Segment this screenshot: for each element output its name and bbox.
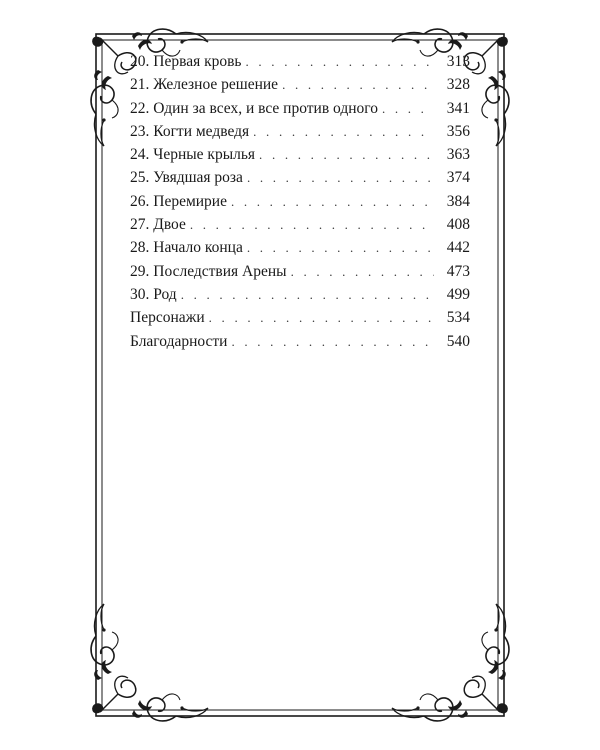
toc-entry-title: 20. Первая кровь: [130, 53, 242, 70]
flourish-corner-icon: [392, 604, 509, 721]
toc-entry-title: 21. Железное решение: [130, 76, 279, 94]
toc-entry[interactable]: [130, 50, 470, 73]
toc-entry-page: 534: [446, 309, 470, 327]
toc-entry[interactable]: [130, 306, 470, 329]
toc-entry[interactable]: [130, 73, 470, 96]
toc-entry-title: 25. Увядшая роза: [130, 169, 243, 187]
toc-leader-dots: [382, 97, 434, 120]
toc-entry-page: 313: [446, 53, 470, 70]
toc-leader-dots: [291, 260, 434, 283]
toc-entry-page: 374: [446, 169, 470, 187]
toc-leader-dots: [231, 330, 434, 353]
toc-entry-title: 28. Начало конца: [130, 239, 243, 257]
toc-leader-dots: [209, 306, 434, 329]
toc-entry-title: Персонажи: [130, 309, 205, 327]
toc-entry-title: 26. Перемирие: [130, 192, 227, 210]
toc-entry-page: 473: [446, 262, 470, 280]
toc-entry[interactable]: [130, 143, 470, 166]
toc-leader-dots: [231, 190, 434, 213]
toc-entry-title: 22. Один за всех, и все против одного: [130, 99, 378, 117]
toc-leader-dots: [247, 166, 434, 189]
toc-leader-dots: [246, 50, 435, 73]
flourish-corner-icon: [91, 604, 208, 721]
toc-entry-page: 540: [446, 332, 470, 350]
toc-entry-page: 384: [446, 192, 470, 210]
toc-entry-title: 24. Черные крылья: [130, 146, 256, 164]
toc-entry-page: 341: [446, 99, 470, 117]
toc-entry-page: 442: [446, 239, 470, 257]
toc-entry-title: Благодарности: [130, 332, 228, 350]
toc-entry-page: 408: [446, 216, 470, 234]
toc-leader-dots: [181, 283, 434, 306]
toc-leader-dots: [282, 73, 434, 96]
toc-entry[interactable]: [130, 260, 470, 283]
table-of-contents: [130, 50, 470, 353]
toc-entry-page: 363: [446, 146, 470, 164]
toc-entry[interactable]: [130, 283, 470, 306]
toc-entry-title: 30. Род: [130, 285, 177, 303]
toc-entry[interactable]: [130, 213, 470, 236]
toc-leader-dots: [253, 120, 434, 143]
toc-entry[interactable]: [130, 190, 470, 213]
toc-entry[interactable]: [130, 97, 470, 120]
toc-entry-page: 328: [446, 76, 470, 94]
toc-leader-dots: [190, 213, 434, 236]
toc-entry[interactable]: [130, 166, 470, 189]
toc-entry-title: 23. Когти медведя: [130, 122, 250, 140]
toc-leader-dots: [247, 236, 434, 259]
toc-entry-title: 27. Двое: [130, 216, 186, 234]
toc-entry-title: 29. Последствия Арены: [130, 262, 287, 280]
toc-entry[interactable]: [130, 236, 470, 259]
toc-entry-page: 356: [446, 122, 470, 140]
toc-entry[interactable]: [130, 120, 470, 143]
toc-leader-dots: [259, 143, 434, 166]
toc-entry[interactable]: [130, 330, 470, 353]
toc-entry-page: 499: [446, 285, 470, 303]
